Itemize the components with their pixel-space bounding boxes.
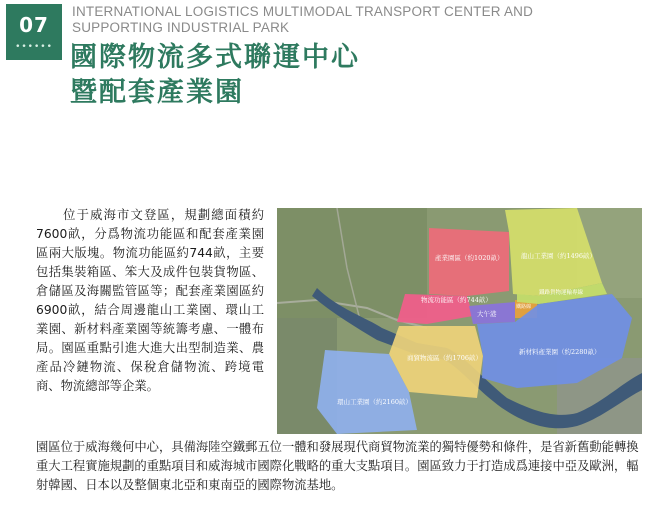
zone-industrial-park	[429, 228, 509, 296]
zoning-map-svg	[277, 208, 642, 434]
body-paragraph-2	[36, 438, 640, 495]
chinese-title-line-1: 國際物流多式聯運中心	[70, 42, 360, 73]
chinese-title	[70, 40, 360, 110]
section-number-badge	[6, 4, 62, 60]
english-title-line-2: SUPPORTING INDUSTRIAL PARK	[72, 20, 290, 35]
body-paragraph-2-text: 園區位于威海幾何中心，具備海陸空鐵郵五位一體和發展現代商貿物流業的獨特優勢和條件，是省新舊動能轉換重大工程實施規劃的重點項目和威海城市國際化戰略的重大支點項目。園區致力于打造成爲連接中亞及歐洲，輻射韓國、日本以及整個東北亞和東南亞的國際物流基地。	[36, 440, 639, 492]
english-title-line-1: INTERNATIONAL LOGISTICS MULTIMODAL TRANSPORT CENTER AND	[72, 4, 534, 19]
zone-label: 環山工業園（約2160畝）	[337, 398, 413, 406]
zone-label: 商貿物流區（約1706畝）	[407, 354, 483, 362]
chinese-title-line-2: 暨配套產業園	[70, 77, 244, 108]
zone-label: 大午港	[477, 310, 497, 318]
badge-dots: ••••••	[15, 42, 53, 52]
zoning-map	[277, 208, 642, 434]
zone-label: 新材料產業園（約2280畝）	[519, 348, 601, 356]
body-paragraph-1-text: 位于威海市文登區，規劃總面積約7600畝，分爲物流功能區和配套產業園區兩大版塊。物流功能區約744畝，主要包括集裝箱區、笨大及成件包裝貨物區、倉儲區及海關監管區等；配套產業園區約6900畝，結合周邊龍山工業園、環山工業園、新材料產業園等統籌考慮、一體布局。園區重點引進大進大出型制造業、農產品冷鏈物流、保稅倉儲物流、跨境電商、物流總部等企業。	[36, 208, 264, 393]
section-number: 07	[19, 13, 49, 37]
body-paragraph-1	[36, 206, 264, 396]
zone-label: 產業園區（約1020畝）	[435, 254, 504, 262]
zone-label: 物流功能區（約744畝）	[421, 296, 492, 304]
zone-label: 鐵路貨物運輸專線	[539, 290, 584, 296]
zone-label: 鐵路線	[516, 304, 532, 310]
english-title	[72, 4, 572, 36]
zone-label: 龍山工業園（約1496畝）	[521, 252, 597, 260]
